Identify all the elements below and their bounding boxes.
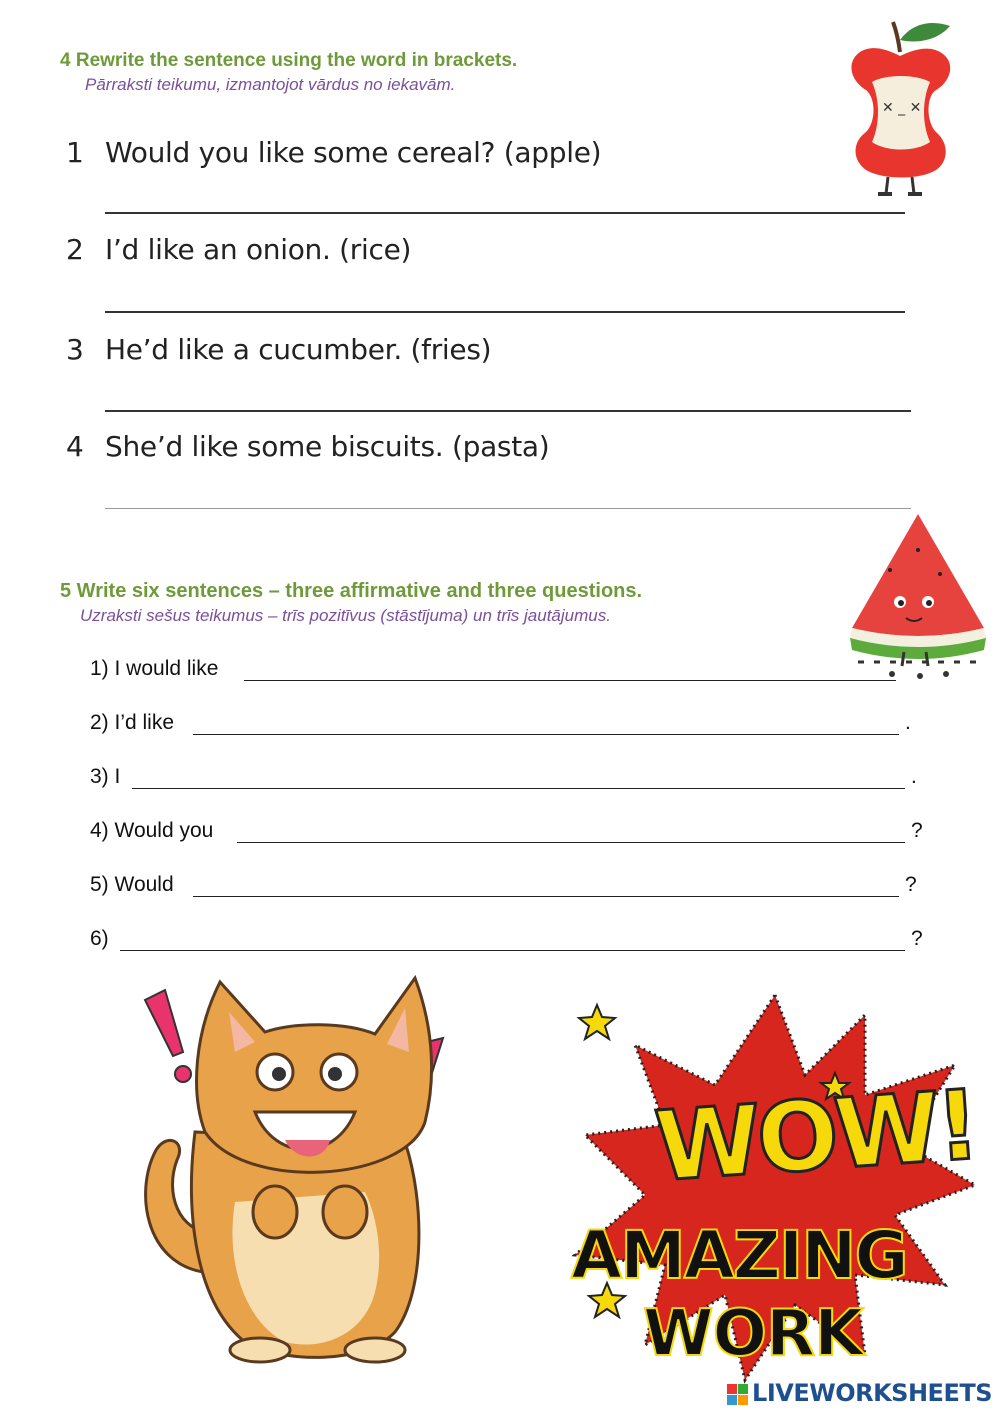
badge-amazing-text: AMAZING — [571, 1217, 907, 1294]
item-sentence: He’d like a cucumber. (fries) — [105, 333, 492, 366]
item-number: 3 — [66, 333, 84, 366]
answer-field-3[interactable] — [108, 378, 912, 410]
sentence-end-mark: . — [905, 711, 911, 734]
svg-text:✕ _ ✕: ✕ _ ✕ — [882, 100, 922, 116]
exercise5-subtitle: Uzraksti sešus teikumus – trīs pozitīvus (stāstījuma) un trīs jautājumus. — [80, 606, 611, 625]
answer-line — [105, 212, 905, 214]
sentence-field-6[interactable] — [123, 924, 907, 952]
exclamation-icon — [145, 990, 191, 1082]
answer-line — [105, 508, 911, 509]
liveworksheets-logo[interactable] — [727, 1379, 992, 1407]
item-sentence: I’d like an onion. (rice) — [105, 233, 412, 266]
sentence-row-label: 4) Would you — [90, 819, 214, 842]
sentence-row-label: 3) I — [90, 765, 121, 788]
sentence-row-label: 6) — [90, 927, 109, 950]
star-icon — [579, 1005, 615, 1039]
sentence-row-label: 5) Would — [90, 873, 174, 896]
exercise4-subtitle: Pārraksti teikumu, izmantojot vārdus no iekavām. — [85, 75, 456, 94]
answer-line — [105, 410, 911, 412]
sentence-field-4[interactable] — [240, 816, 906, 844]
sentence-end-mark: ? — [911, 927, 923, 950]
item-number: 1 — [66, 136, 84, 169]
item-number: 2 — [66, 233, 84, 266]
answer-field-1[interactable] — [108, 180, 907, 212]
item-number: 4 — [66, 430, 84, 463]
answer-field-2[interactable] — [108, 279, 907, 311]
logo-text: LIVEWORKSHEETS — [752, 1379, 992, 1407]
item-sentence: Would you like some cereal? (apple) — [105, 136, 602, 169]
cat-icon — [125, 972, 455, 1367]
badge-wow-text: WOW! — [651, 1068, 980, 1204]
sentence-field-5[interactable] — [196, 870, 900, 898]
answer-field-4[interactable] — [108, 476, 912, 508]
exercise5-title: 5 Write six sentences – three affirmative and three questions. — [60, 580, 643, 602]
sentence-field-1[interactable] — [248, 654, 897, 682]
sentence-end-mark: . — [911, 765, 917, 788]
sentence-end-mark: ? — [905, 873, 917, 896]
item-sentence: She’d like some biscuits. (pasta) — [105, 430, 550, 463]
answer-line — [105, 311, 905, 313]
sentence-field-2[interactable] — [196, 708, 900, 736]
apple-core-icon — [838, 12, 963, 197]
wow-amazing-work-badge — [565, 985, 985, 1390]
exercise4-title: 4 Rewrite the sentence using the word in brackets. — [60, 50, 518, 71]
sentence-field-3[interactable] — [135, 762, 906, 790]
logo-grid-icon — [727, 1384, 748, 1405]
sentence-row-label: 2) I’d like — [90, 711, 175, 734]
sentence-row-label: 1) I would like — [90, 657, 219, 680]
badge-work-text: WORK — [643, 1297, 863, 1371]
sentence-end-mark: ? — [911, 819, 923, 842]
